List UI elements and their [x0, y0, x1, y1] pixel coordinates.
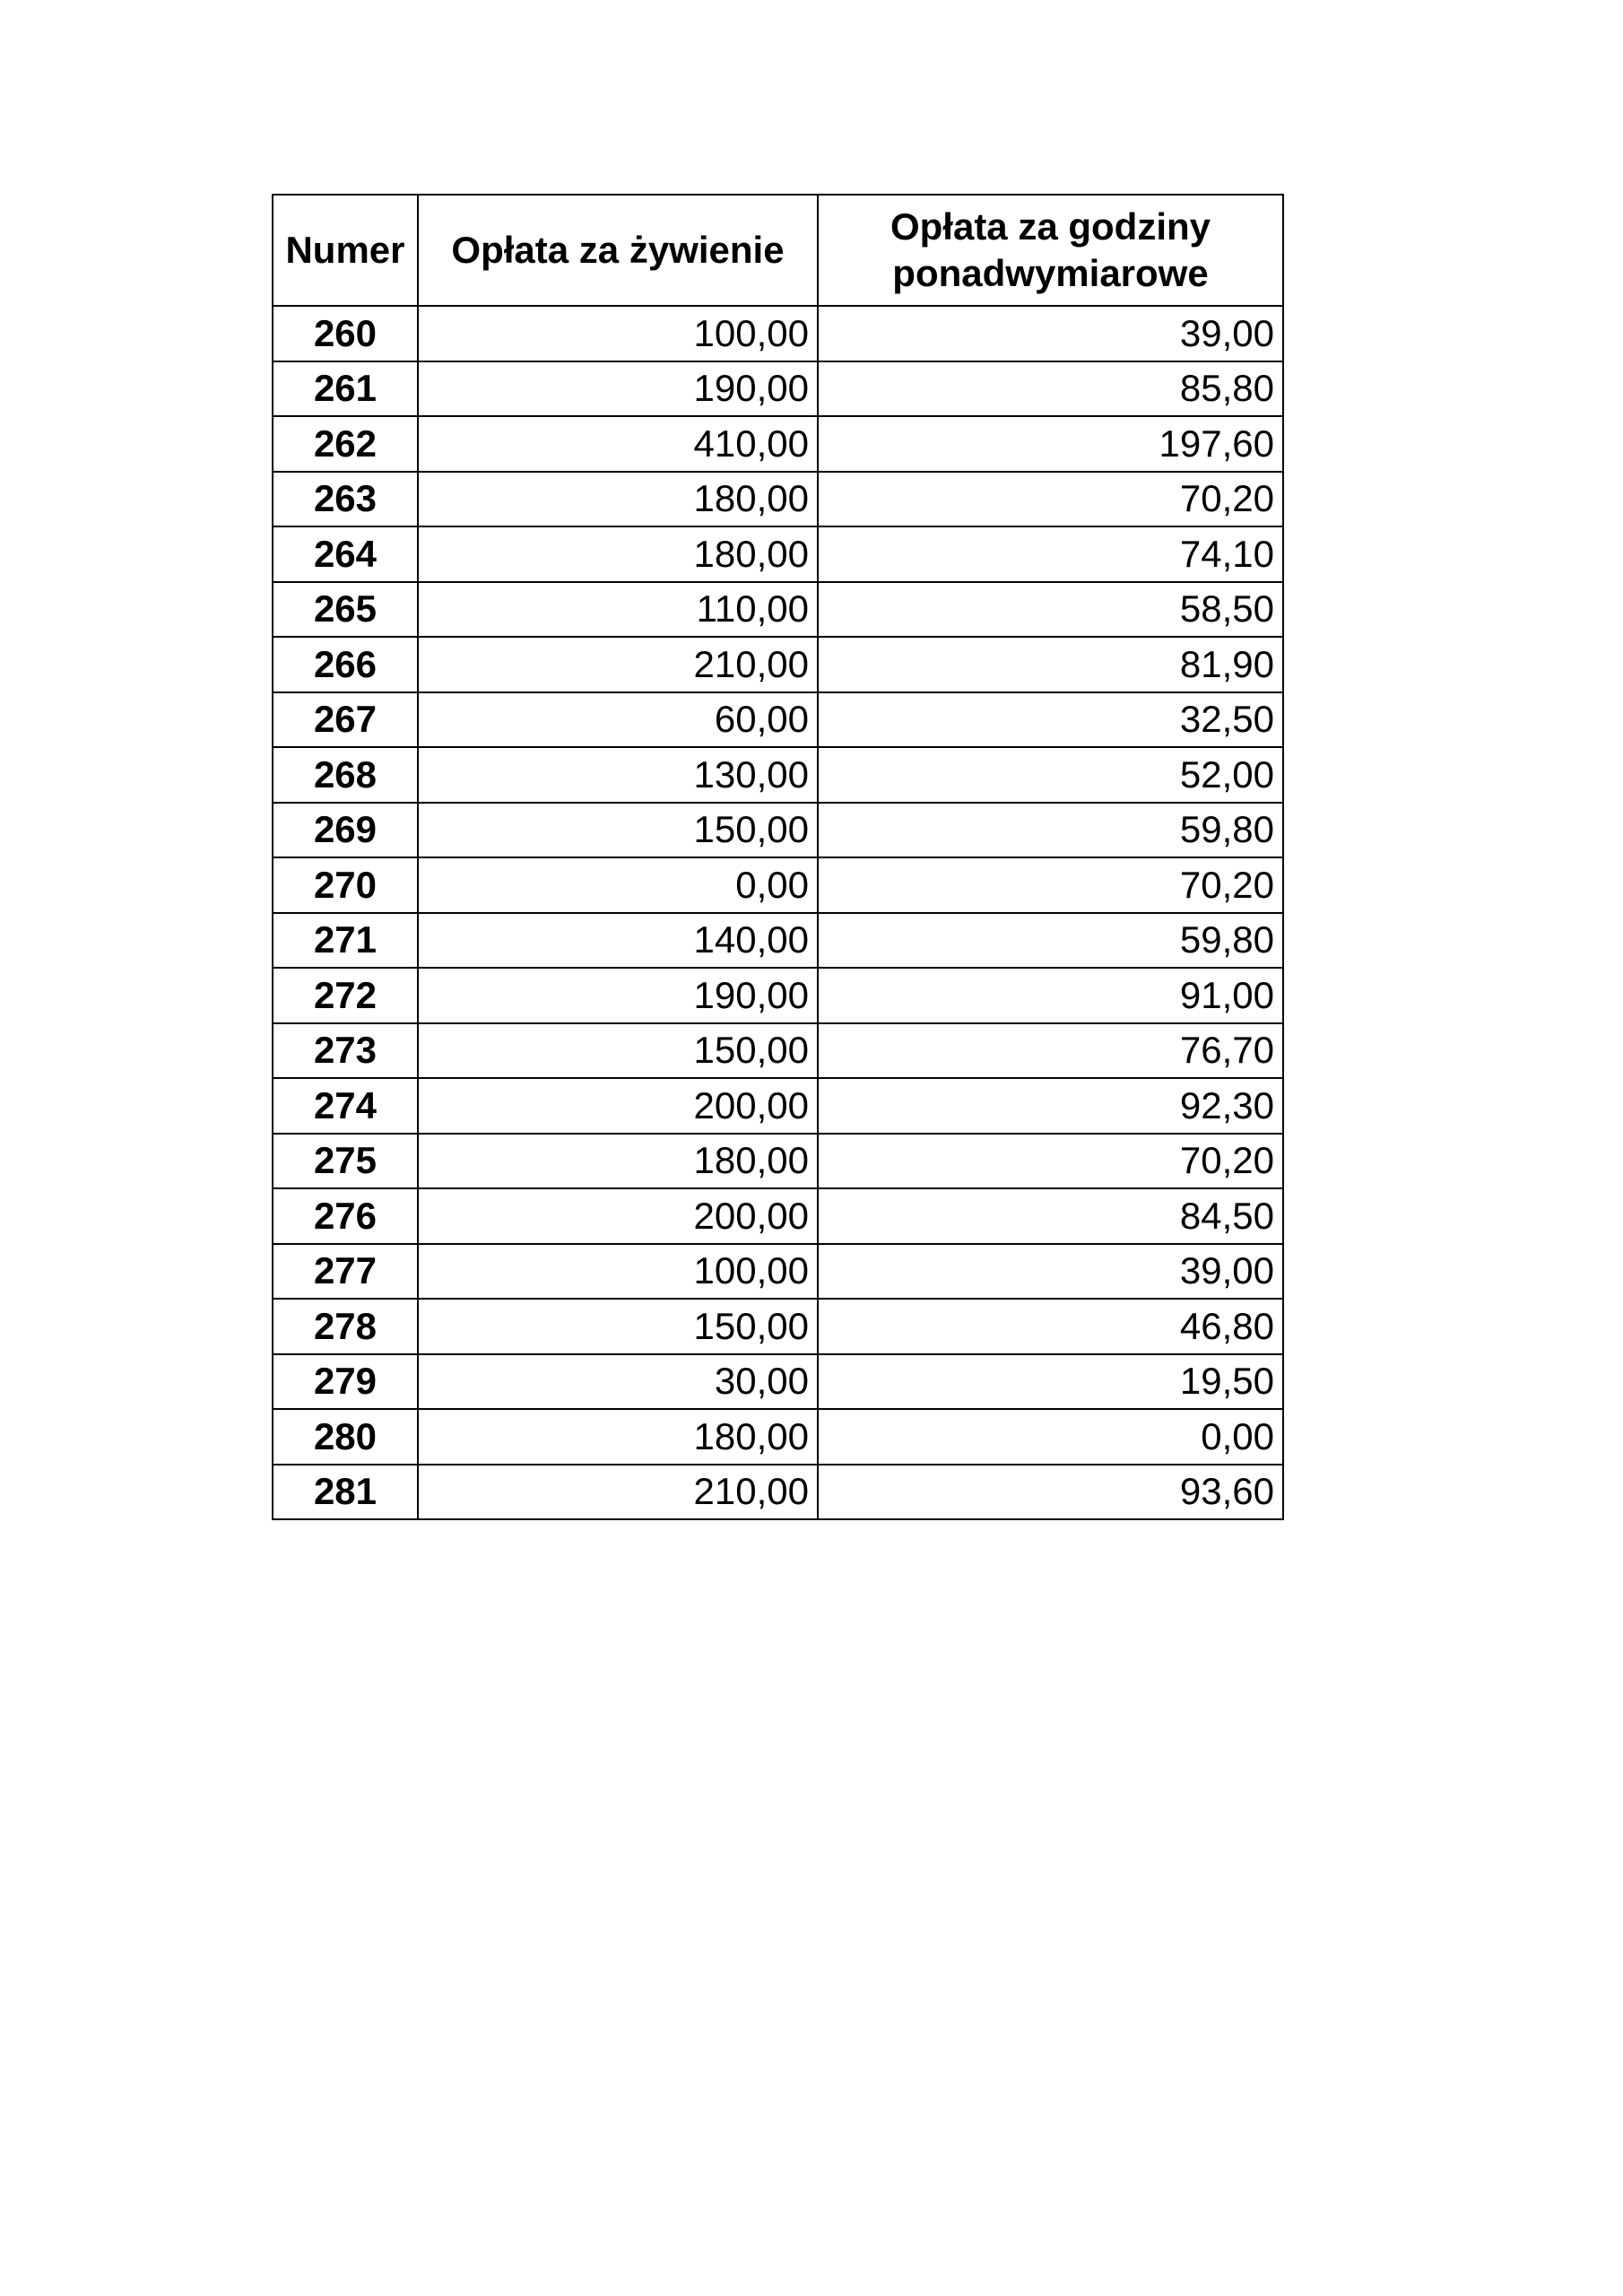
- cell-food-fee: 210,00: [418, 1465, 818, 1520]
- cell-food-fee: 110,00: [418, 582, 818, 638]
- table-row: [273, 913, 1283, 969]
- cell-overtime-fee: 93,60: [818, 1465, 1283, 1520]
- table-row: [273, 1023, 1283, 1079]
- cell-food-fee: 180,00: [418, 472, 818, 527]
- cell-number: 270: [273, 857, 418, 913]
- cell-number: 261: [273, 361, 418, 417]
- cell-overtime-fee: 32,50: [818, 692, 1283, 748]
- cell-food-fee: 180,00: [418, 1409, 818, 1465]
- cell-number: 269: [273, 803, 418, 858]
- cell-food-fee: 140,00: [418, 913, 818, 969]
- cell-overtime-fee: 39,00: [818, 1244, 1283, 1300]
- table-row: [273, 637, 1283, 692]
- cell-number: 268: [273, 747, 418, 803]
- table-row: [273, 1354, 1283, 1410]
- cell-food-fee: 100,00: [418, 306, 818, 361]
- cell-overtime-fee: 52,00: [818, 747, 1283, 803]
- table-row: [273, 747, 1283, 803]
- table-row: [273, 968, 1283, 1023]
- cell-overtime-fee: 92,30: [818, 1078, 1283, 1134]
- cell-food-fee: 100,00: [418, 1244, 818, 1300]
- cell-number: 266: [273, 637, 418, 692]
- table-row: [273, 1134, 1283, 1189]
- fees-table: [272, 194, 1284, 1520]
- table-row: [273, 1409, 1283, 1465]
- cell-food-fee: 180,00: [418, 526, 818, 582]
- cell-food-fee: 150,00: [418, 803, 818, 858]
- table-row: [273, 306, 1283, 361]
- cell-number: 276: [273, 1188, 418, 1244]
- table-row: [273, 803, 1283, 858]
- table-row: [273, 857, 1283, 913]
- table-row: [273, 1244, 1283, 1300]
- table-row: [273, 1465, 1283, 1520]
- cell-number: 262: [273, 416, 418, 472]
- cell-food-fee: 30,00: [418, 1354, 818, 1410]
- cell-overtime-fee: 39,00: [818, 306, 1283, 361]
- table-row: [273, 1078, 1283, 1134]
- cell-overtime-fee: 59,80: [818, 803, 1283, 858]
- cell-number: 280: [273, 1409, 418, 1465]
- table-row: [273, 472, 1283, 527]
- cell-number: 279: [273, 1354, 418, 1410]
- cell-number: 272: [273, 968, 418, 1023]
- cell-overtime-fee: 81,90: [818, 637, 1283, 692]
- cell-food-fee: 0,00: [418, 857, 818, 913]
- cell-food-fee: 150,00: [418, 1023, 818, 1079]
- table-body: [273, 306, 1283, 1519]
- cell-number: 281: [273, 1465, 418, 1520]
- cell-number: 265: [273, 582, 418, 638]
- cell-overtime-fee: 46,80: [818, 1299, 1283, 1354]
- cell-number: 263: [273, 472, 418, 527]
- table-row: [273, 1188, 1283, 1244]
- cell-number: 267: [273, 692, 418, 748]
- cell-number: 260: [273, 306, 418, 361]
- cell-number: 271: [273, 913, 418, 969]
- cell-overtime-fee: 74,10: [818, 526, 1283, 582]
- cell-overtime-fee: 0,00: [818, 1409, 1283, 1465]
- cell-food-fee: 190,00: [418, 361, 818, 417]
- cell-number: 274: [273, 1078, 418, 1134]
- cell-overtime-fee: 197,60: [818, 416, 1283, 472]
- cell-food-fee: 210,00: [418, 637, 818, 692]
- cell-overtime-fee: 19,50: [818, 1354, 1283, 1410]
- table-row: [273, 1299, 1283, 1354]
- table-row: [273, 582, 1283, 638]
- cell-overtime-fee: 85,80: [818, 361, 1283, 417]
- cell-number: 264: [273, 526, 418, 582]
- cell-food-fee: 150,00: [418, 1299, 818, 1354]
- cell-overtime-fee: 58,50: [818, 582, 1283, 638]
- table-row: [273, 526, 1283, 582]
- cell-food-fee: 60,00: [418, 692, 818, 748]
- cell-food-fee: 180,00: [418, 1134, 818, 1189]
- header-overtime-fee: Opłata za godziny ponadwymiarowe: [818, 195, 1283, 306]
- header-number: Numer: [273, 195, 418, 306]
- cell-food-fee: 130,00: [418, 747, 818, 803]
- cell-overtime-fee: 84,50: [818, 1188, 1283, 1244]
- cell-overtime-fee: 70,20: [818, 1134, 1283, 1189]
- cell-overtime-fee: 76,70: [818, 1023, 1283, 1079]
- cell-overtime-fee: 70,20: [818, 472, 1283, 527]
- table-row: [273, 361, 1283, 417]
- cell-number: 278: [273, 1299, 418, 1354]
- header-food-fee: Opłata za żywienie: [418, 195, 818, 306]
- table-row: [273, 692, 1283, 748]
- cell-overtime-fee: 59,80: [818, 913, 1283, 969]
- cell-overtime-fee: 91,00: [818, 968, 1283, 1023]
- cell-food-fee: 200,00: [418, 1078, 818, 1134]
- cell-food-fee: 410,00: [418, 416, 818, 472]
- cell-food-fee: 200,00: [418, 1188, 818, 1244]
- cell-number: 277: [273, 1244, 418, 1300]
- header-row: [273, 195, 1283, 306]
- cell-number: 273: [273, 1023, 418, 1079]
- table-header: [273, 195, 1283, 306]
- cell-food-fee: 190,00: [418, 968, 818, 1023]
- cell-overtime-fee: 70,20: [818, 857, 1283, 913]
- cell-number: 275: [273, 1134, 418, 1189]
- table-row: [273, 416, 1283, 472]
